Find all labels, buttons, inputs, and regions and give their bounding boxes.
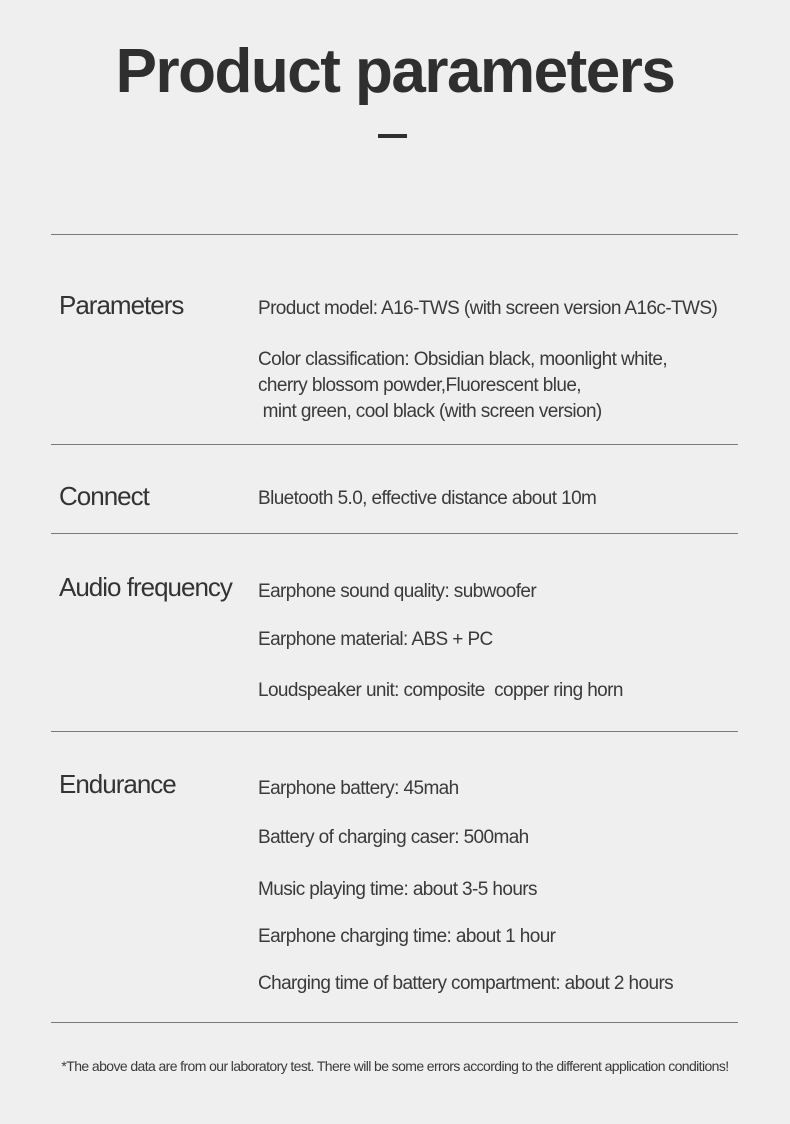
spec-loudspeaker-unit: Loudspeaker unit: composite copper ring horn [258,680,623,701]
spec-sound-quality: Earphone sound quality: subwoofer [258,581,537,602]
section-label-parameters: Parameters [59,290,184,320]
spec-bluetooth: Bluetooth 5.0, effective distance about 10m [258,488,597,509]
spec-product-model: Product model: A16-TWS (with screen version A16c-TWS) [258,298,718,319]
title-dash-divider [378,134,407,138]
section-divider [51,533,738,534]
spec-case-battery: Battery of charging caser: 500mah [258,827,529,848]
page-title: Product parameters [115,37,675,106]
section-divider [51,1022,738,1023]
spec-earphone-battery: Earphone battery: 45mah [258,778,459,799]
section-divider [51,234,738,235]
spec-earphone-charging-time: Earphone charging time: about 1 hour [258,926,556,947]
footnote: *The above data are from our laboratory test. There will be some errors according to the different application conditions! [61,1058,729,1074]
spec-color-classification: Color classification: Obsidian black, moonlight white, [258,349,668,370]
section-label-endurance: Endurance [59,769,176,799]
section-label-connect: Connect [59,481,149,511]
spec-color-classification-cont: cherry blossom powder,Fluorescent blue, [258,375,581,396]
spec-earphone-material: Earphone material: ABS + PC [258,629,493,650]
section-divider [51,731,738,732]
section-label-audio-frequency: Audio frequency [59,572,232,602]
spec-music-playing-time: Music playing time: about 3-5 hours [258,879,537,900]
spec-color-classification-cont2: mint green, cool black (with screen version) [258,401,602,422]
section-divider [51,444,738,445]
spec-compartment-charging-time: Charging time of battery compartment: about 2 hours [258,973,674,994]
